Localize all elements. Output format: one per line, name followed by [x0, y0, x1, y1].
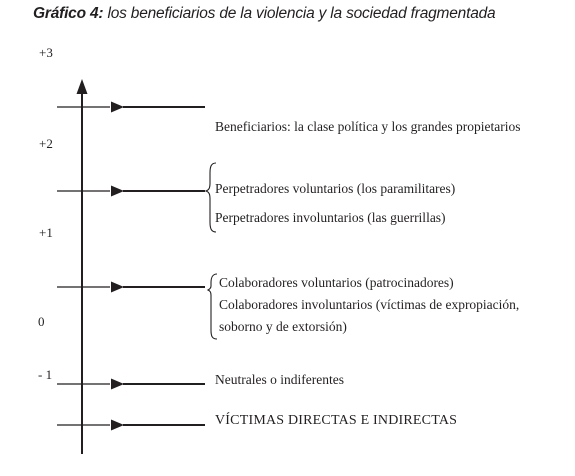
figure-title-text: los beneficiarios de la violencia y la sociedad fragmentada	[107, 5, 496, 22]
involuntary-collaborators-label-continued: soborno y de extorsión)	[219, 319, 347, 334]
scale-axis-arrowhead	[77, 79, 88, 94]
scale-label-zero: 0	[38, 314, 45, 329]
scale-label-plus-1: +1	[39, 225, 53, 240]
beneficiaries-label: Beneficiarios: la clase política y los grandes propietarios	[215, 119, 521, 134]
figure-title-lead: Gráfico 4:	[33, 5, 104, 22]
involuntary-perpetrators-label: Perpetradores involuntarios (las guerrillas)	[215, 210, 446, 225]
scale-label-plus-3: +3	[39, 45, 53, 60]
scale-label-plus-2: +2	[39, 136, 53, 151]
voluntary-perpetrators-label: Perpetradores voluntarios (los paramilitares)	[215, 181, 456, 196]
group-bracket	[208, 274, 217, 339]
involuntary-collaborators-label: Colaboradores involuntarios (víctimas de expropiación,	[219, 297, 520, 312]
voluntary-collaborators-label: Colaboradores voluntarios (patrocinadores)	[219, 275, 454, 290]
victims-label: VÍCTIMAS DIRECTAS E INDIRECTAS	[215, 413, 458, 428]
scale-label-minus-1: - 1	[38, 367, 53, 382]
neutrals-label: Neutrales o indiferentes	[215, 372, 344, 387]
